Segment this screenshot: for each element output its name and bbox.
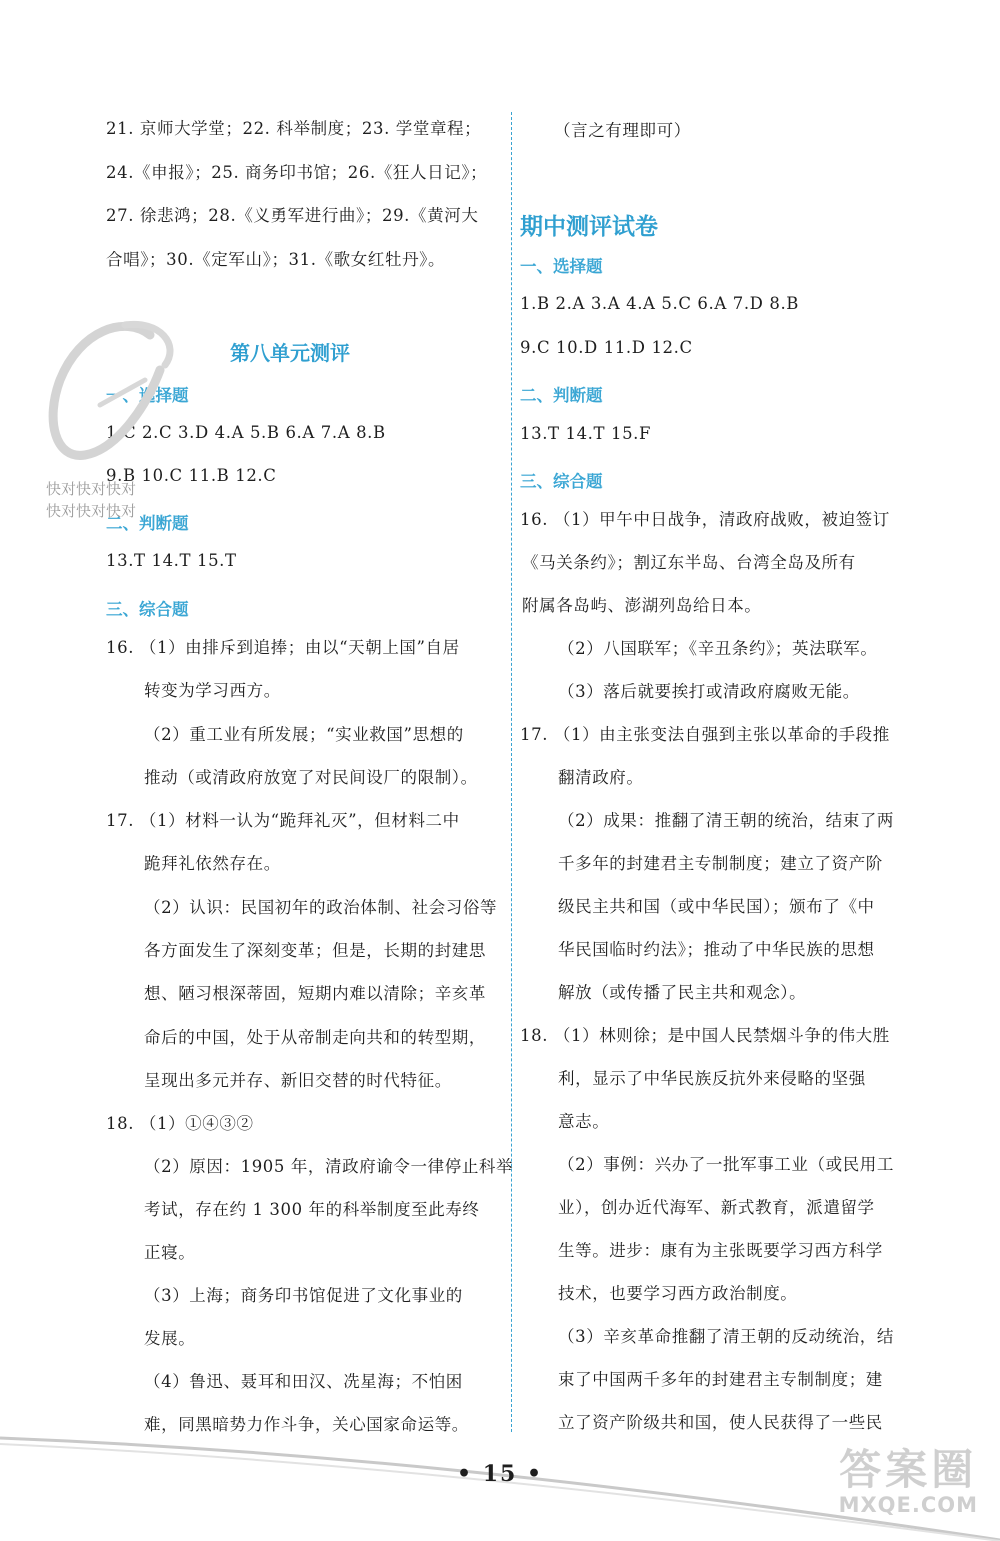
answer-line: （2）原因：1905 年，清政府谕令一律停止科举 — [144, 1157, 514, 1176]
section-heading-judge: 二、判断题 — [106, 514, 189, 533]
section-heading-judge: 二、判断题 — [520, 386, 603, 405]
answer-line: 考试，存在约 1 300 年的科举制度至此寿终 — [144, 1200, 480, 1219]
answer-line: 18. （1）①④③② — [106, 1114, 254, 1133]
choice-answers: 1.B 2.A 3.A 4.A 5.C 6.A 7.D 8.B — [520, 294, 800, 313]
answer-line: 各方面发生了深刻变革；但是，长期的封建思 — [144, 941, 486, 960]
answer-line: 千多年的封建君主专制制度；建立了资产阶 — [558, 854, 883, 873]
answer-line: 立了资产阶级共和国，使人民获得了一些民 — [558, 1413, 883, 1432]
answer-line: 想、陋习根深蒂固，短期内难以清除；辛亥革 — [144, 984, 486, 1003]
answer-line: 推动（或清政府放宽了对民间设厂的限制）。 — [144, 768, 478, 787]
judge-answers: 13.T 14.T 15.F — [520, 424, 652, 443]
answer-line: 解放（或传播了民主共和观念）。 — [558, 983, 807, 1002]
unit-title: 第八单元测评 — [230, 341, 350, 365]
answer-line: 27. 徐悲鸿；28.《义勇军进行曲》；29.《黄河大 — [106, 206, 479, 225]
answer-line: 难，同黑暗势力作斗争，关心国家命运等。 — [144, 1415, 469, 1434]
answer-line: 翻清政府。 — [558, 768, 644, 787]
answer-line: 24.《申报》；25. 商务印书馆；26.《狂人日记》； — [106, 163, 488, 182]
judge-answers: 13.T 14.T 15.T — [106, 551, 237, 570]
answer-line: 附属各岛屿、澎湖列岛给日本。 — [522, 596, 762, 615]
answer-line: 束了中国两千多年的封建君主专制制度；建 — [558, 1370, 883, 1389]
answer-line: 生等。进步：康有为主张既要学习西方科学 — [558, 1241, 883, 1260]
answer-line: 16. （1）由排斥到追捧；由以“天朝上国”自居 — [106, 638, 460, 657]
section-heading-comprehensive: 三、综合题 — [106, 600, 189, 619]
section-heading-choice: 一、选择题 — [106, 386, 189, 405]
answer-line: 发展。 — [144, 1329, 196, 1348]
answer-line: 技术，也要学习西方政治制度。 — [558, 1284, 798, 1303]
column-divider — [511, 112, 512, 1432]
watermark-text: 快对快对快对 — [46, 480, 137, 498]
answer-line: （2）成果：推翻了清王朝的统治，结束了两 — [558, 811, 894, 830]
section-heading-comprehensive: 三、综合题 — [520, 472, 603, 491]
answer-line: 18. （1）林则徐；是中国人民禁烟斗争的伟大胜 — [520, 1026, 890, 1045]
choice-answers: 1.C 2.C 3.D 4.A 5.B 6.A 7.A 8.B — [106, 423, 386, 442]
answer-line: 意志。 — [558, 1112, 610, 1131]
answer-line: 《马关条约》；割辽东半岛、台湾全岛及所有 — [522, 553, 856, 572]
page-number: • 15 • — [456, 1461, 544, 1487]
watermark-url: MXQE.COM — [838, 1493, 978, 1517]
answer-line: （言之有理即可） — [554, 121, 691, 140]
answer-line: 命后的中国，处于从帝制走向共和的转型期， — [144, 1028, 486, 1047]
choice-answers: 9.C 10.D 11.D 12.C — [520, 338, 693, 357]
answer-line: （2）八国联军；《辛丑条约》；英法联军。 — [558, 639, 878, 658]
answer-line: 利，显示了中华民族反抗外来侵略的坚强 — [558, 1069, 866, 1088]
answer-line: 合唱》；30.《定军山》；31.《歌女红牡丹》。 — [106, 250, 446, 269]
watermark-stamp-icon — [30, 310, 180, 490]
answer-line: 16. （1）甲午中日战争，清政府战败，被迫签订 — [520, 510, 890, 529]
answer-line: 业），创办近代海军、新式教育，派遣留学 — [558, 1198, 875, 1217]
section-heading-choice: 一、选择题 — [520, 257, 603, 276]
watermark-logo-text: 答案圈 — [839, 1445, 978, 1494]
choice-answers: 9.B 10.C 11.B 12.C — [106, 466, 277, 485]
answer-line: （3）落后就要挨打或清政府腐败无能。 — [558, 682, 860, 701]
answer-line: 正寝。 — [144, 1243, 196, 1262]
watermark-text: 快对快对快对 — [46, 502, 137, 520]
answer-line: 呈现出多元并存、新旧交替的时代特征。 — [144, 1071, 452, 1090]
answer-line: （2）事例：兴办了一批军事工业（或民用工 — [558, 1155, 894, 1174]
answer-line: （3）辛亥革命推翻了清王朝的反动统治，结 — [558, 1327, 894, 1346]
answer-line: （2）重工业有所发展；“实业救国”思想的 — [144, 725, 464, 744]
answer-line: 17. （1）材料一认为“跪拜礼灭”，但材料二中 — [106, 811, 460, 830]
answer-line: 华民国临时约法》；推动了中华民族的思想 — [558, 940, 875, 959]
exam-title: 期中测评试卷 — [520, 214, 658, 240]
answer-line: 转变为学习西方。 — [144, 681, 281, 700]
answer-line: （2）认识：民国初年的政治体制、社会习俗等 — [144, 898, 498, 917]
answer-line: （3）上海；商务印书馆促进了文化事业的 — [144, 1286, 463, 1305]
answer-line: 17. （1）由主张变法自强到主张以革命的手段推 — [520, 725, 890, 744]
answer-line: 跪拜礼依然存在。 — [144, 854, 281, 873]
answer-line: （4）鲁迅、聂耳和田汉、冼星海；不怕困 — [144, 1372, 463, 1391]
corner-watermark — [839, 1447, 978, 1517]
answer-line: 级民主共和国（或中华民国）；颁布了《中 — [558, 897, 875, 916]
answer-line: 21. 京师大学堂；22. 科举制度；23. 学堂章程； — [106, 119, 482, 138]
